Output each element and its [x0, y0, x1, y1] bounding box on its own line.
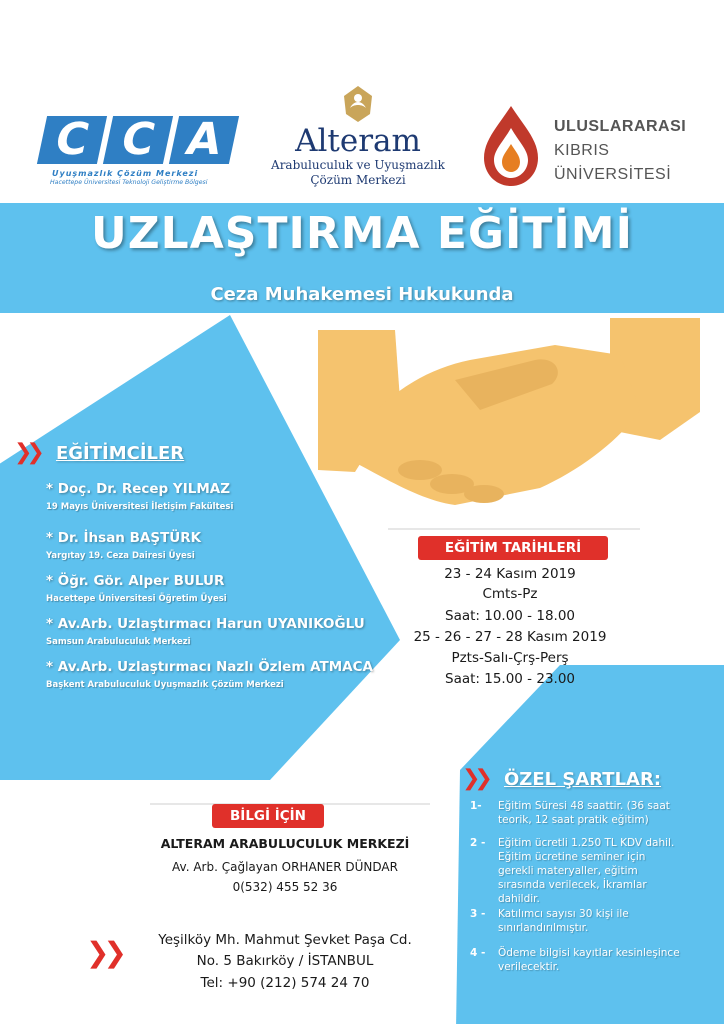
double-chevron-icon: ❯❯: [462, 766, 487, 791]
cca-letter: A: [169, 116, 239, 164]
uku-logo: [478, 100, 708, 190]
address-line: Tel: +90 (212) 574 24 70: [200, 975, 370, 991]
uku-line1: ULUSLARARASI: [554, 118, 687, 135]
address-line: No. 5 Bakırköy / İSTANBUL: [196, 953, 374, 969]
handshake-icon: [318, 318, 700, 505]
date-line: Saat: 15.00 - 23.00: [445, 671, 575, 687]
cca-letter: C: [103, 116, 173, 164]
condition-number: 1-: [470, 800, 482, 812]
alteram-emblem-icon: [338, 84, 378, 124]
cca-tagline: Uyuşmazlık Çözüm Merkezi: [52, 169, 199, 178]
cca-logo: [42, 116, 244, 188]
conditions-heading: [462, 766, 661, 791]
double-chevron-icon: ❯❯: [86, 936, 121, 969]
info-phone: 0(532) 455 52 36: [232, 880, 338, 894]
condition-number: 2 -: [470, 837, 486, 849]
date-line: Pzts-Salı-Çrş-Perş: [451, 650, 569, 666]
trainer-name: * Doç. Dr. Recep YILMAZ: [46, 481, 230, 497]
info-heading: BİLGİ İÇİN: [212, 804, 324, 828]
condition-text: Ödeme bilgisi kayıtlar kesinleşince verilecektir.: [498, 947, 680, 973]
address-line: Yeşilköy Mh. Mahmut Şevket Paşa Cd.: [158, 932, 412, 948]
condition-text: Eğitim Süresi 48 saattir. (36 saat teorik, 12 saat pratik eğitim): [498, 800, 670, 826]
date-line: Saat: 10.00 - 18.00: [445, 608, 575, 624]
alteram-line2: Çözüm Merkezi: [310, 173, 406, 187]
date-line: 23 - 24 Kasım 2019: [444, 566, 576, 582]
cca-letter: C: [37, 116, 107, 164]
uku-line2: KIBRIS: [554, 142, 610, 159]
page-title: UZLAŞTIRMA EĞİTİMİ: [91, 208, 633, 259]
trainer-affiliation: 19 Mayıs Üniversitesi İletişim Fakültesi: [46, 502, 234, 512]
page-subtitle: Ceza Muhakemesi Hukukunda: [210, 284, 514, 305]
conditions-heading-text: ÖZEL ŞARTLAR:: [503, 769, 662, 790]
trainer-name: * Öğr. Gör. Alper BULUR: [46, 573, 225, 589]
trainer-affiliation: Hacettepe Üniversitesi Öğretim Üyesi: [46, 594, 227, 604]
cca-subtagline: Hacettepe Üniversitesi Teknoloji Geliştirme Bölgesi: [50, 179, 208, 186]
info-person: Av. Arb. Çağlayan ORHANER DÜNDAR: [172, 860, 398, 874]
condition-number: 3 -: [470, 908, 486, 920]
date-line: Cmts-Pz: [482, 586, 538, 602]
trainer-name: * Av.Arb. Uzlaştırmacı Nazlı Özlem ATMACA: [46, 659, 373, 675]
alteram-line1: Arabuluculuk ve Uyuşmazlık: [271, 158, 445, 172]
condition-text: Eğitim ücretli 1.250 TL KDV dahil. Eğitim ücretine seminer için gerekli materyaller, eğitim sırasında verilecek, İkramlar dahildir.: [498, 837, 675, 905]
date-line: 25 - 26 - 27 - 28 Kasım 2019: [413, 629, 607, 645]
trainer-affiliation: Yargıtay 19. Ceza Dairesi Üyesi: [46, 551, 195, 561]
trainers-heading: [14, 440, 184, 465]
condition-number: 4 -: [470, 947, 486, 959]
trainer-affiliation: Başkent Arabuluculuk Uyuşmazlık Çözüm Merkezi: [46, 680, 284, 690]
uku-line3: ÜNİVERSİTESİ: [554, 166, 672, 183]
uku-drop-icon: [478, 104, 544, 188]
info-org: ALTERAM ARABULUCULUK MERKEZİ: [160, 836, 410, 851]
alteram-logo: [262, 84, 454, 194]
condition-text: Katılımcı sayısı 30 kişi ile sınırlandırılmıştır.: [498, 908, 629, 934]
alteram-title: Alteram: [295, 123, 421, 159]
double-chevron-icon: ❯❯: [14, 440, 39, 465]
dates-heading: EĞİTİM TARİHLERİ: [418, 536, 608, 560]
trainers-heading-text: EĞİTİMCİLER: [55, 443, 185, 464]
trainer-affiliation: Samsun Arabuluculuk Merkezi: [46, 637, 191, 647]
trainer-name: * Dr. İhsan BAŞTÜRK: [46, 530, 202, 546]
trainer-name: * Av.Arb. Uzlaştırmacı Harun UYANIKOĞLU: [46, 616, 365, 632]
